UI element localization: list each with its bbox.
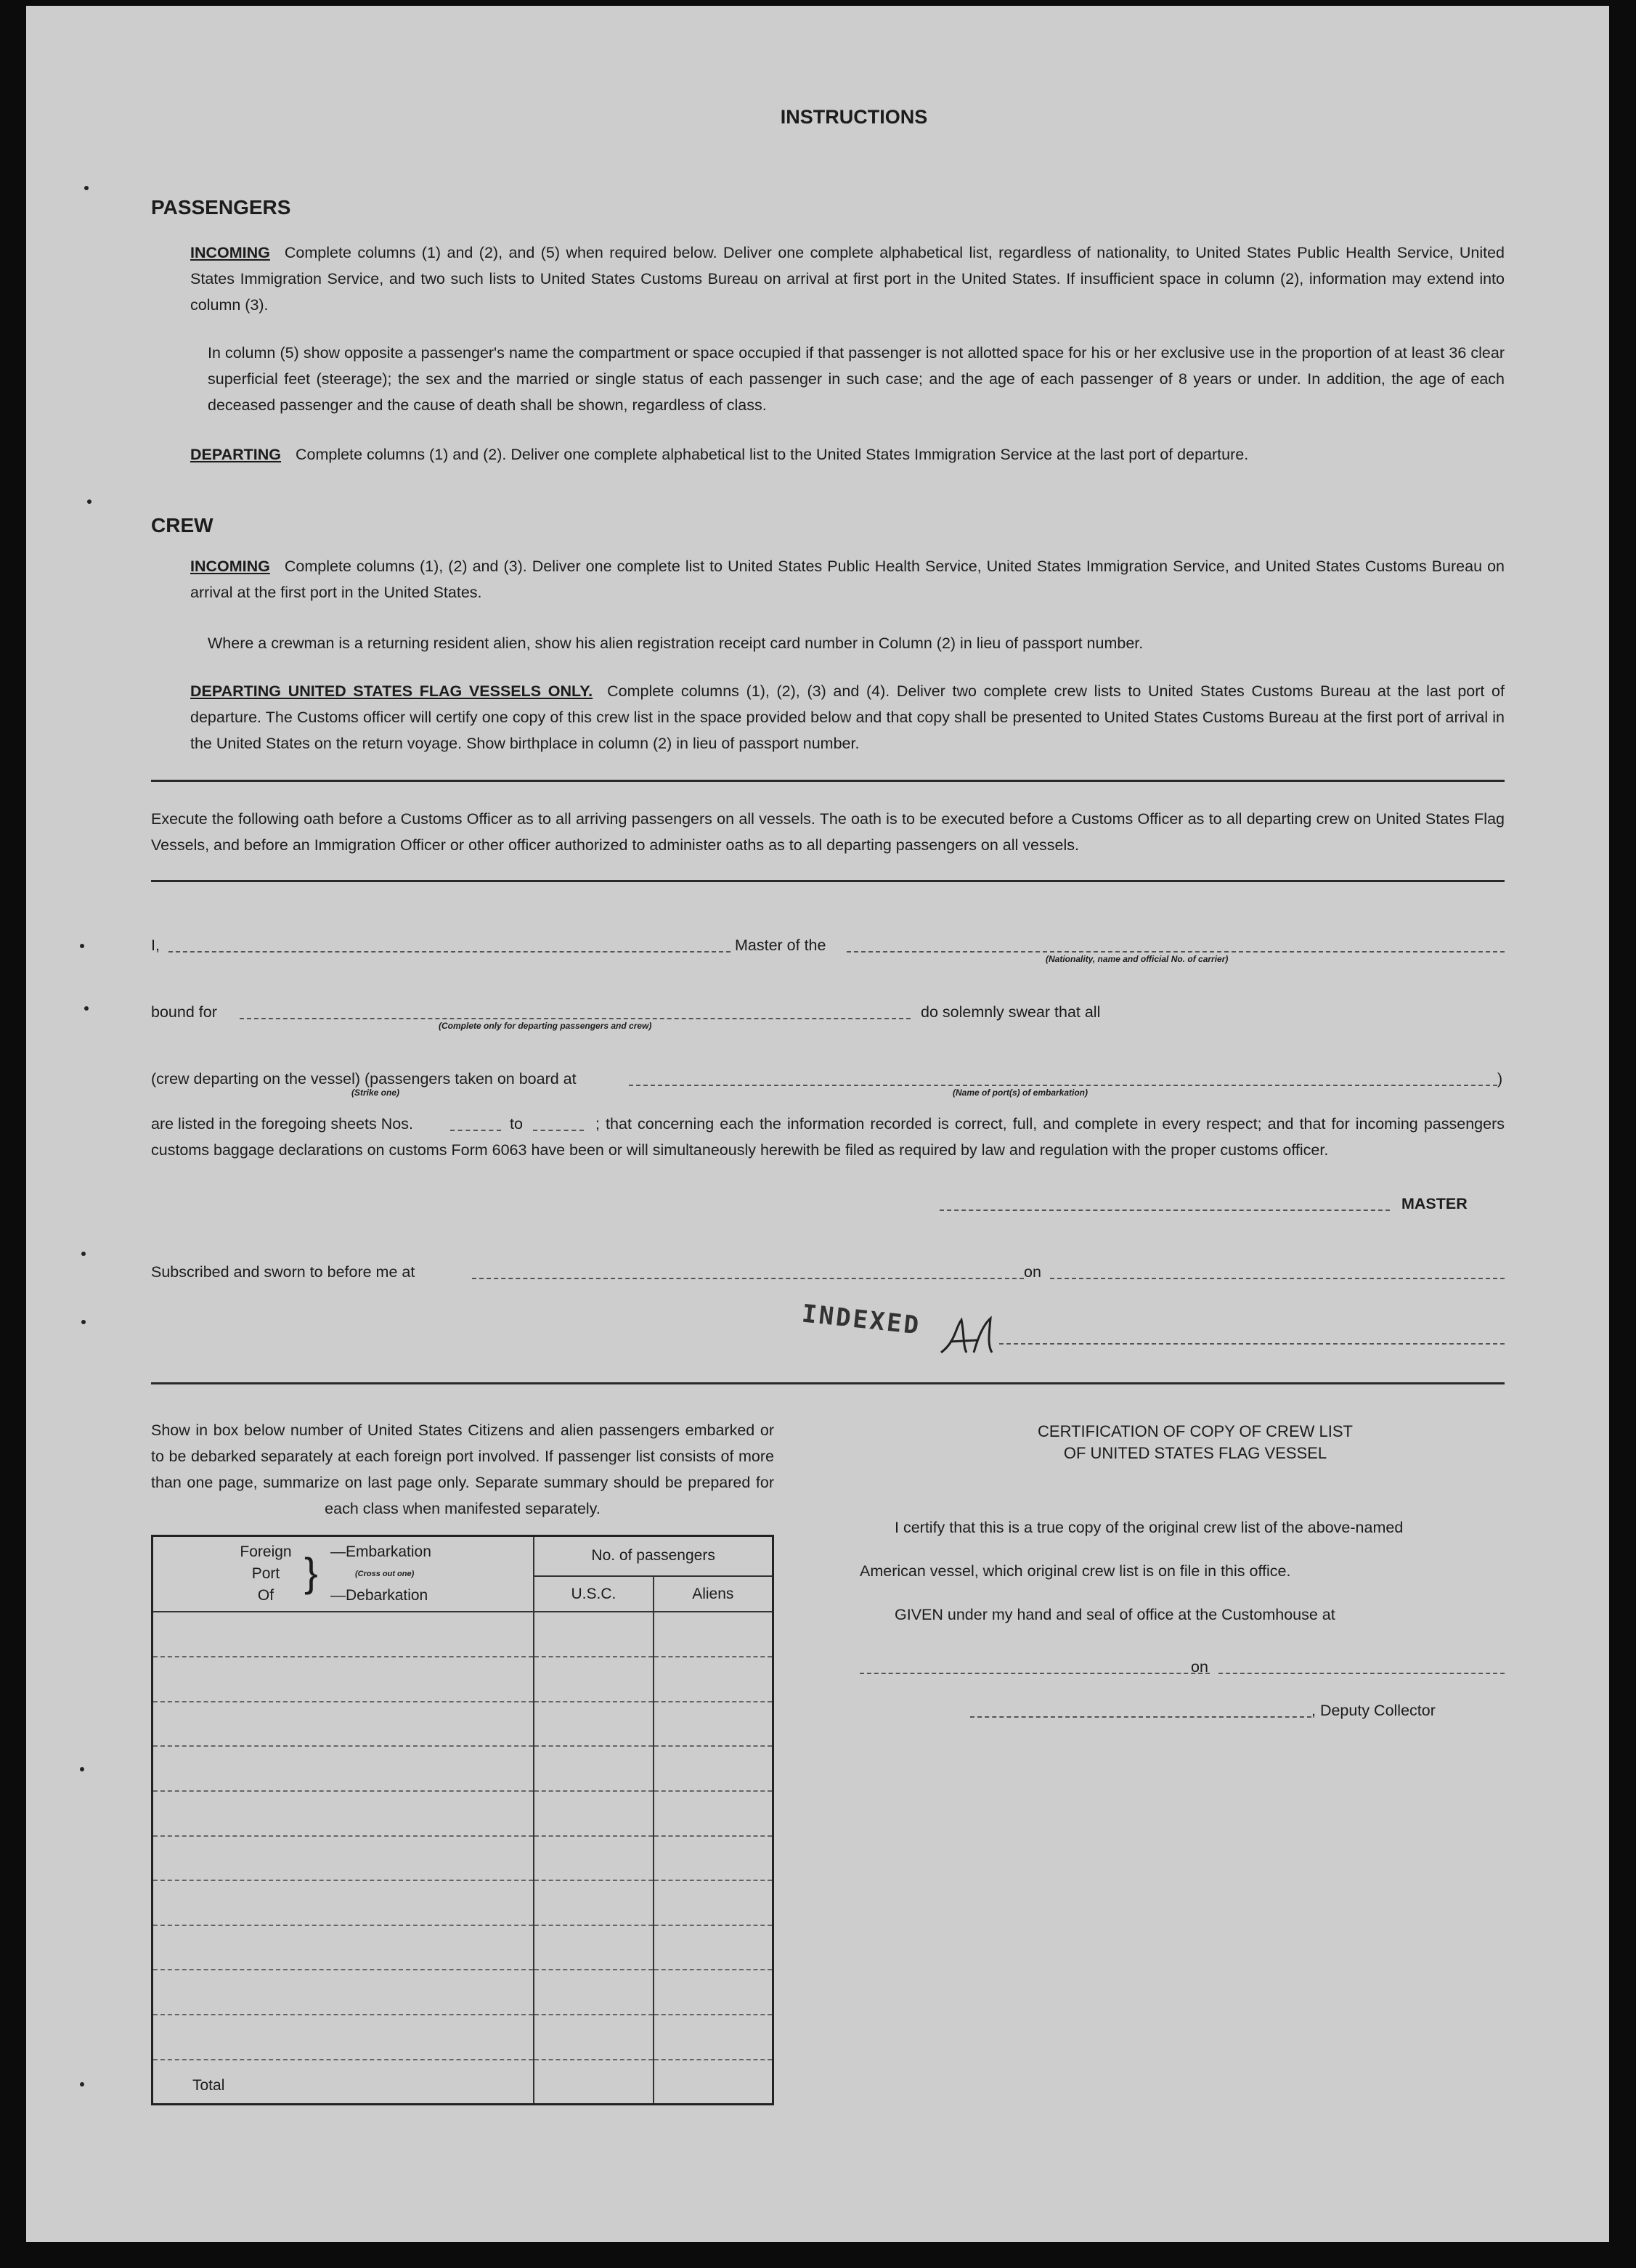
crew-incoming-label: INCOMING [190,558,270,575]
table-row [152,1746,773,1791]
indexed-stamp: INDEXED [800,1299,922,1341]
port-cell[interactable] [152,2015,534,2060]
nationality-note: (Nationality, name and official No. of carrier) [1046,954,1229,964]
certification-title-1: CERTIFICATION OF COPY OF CREW LIST [1038,1422,1353,1440]
table-row [152,1702,773,1747]
crew-incoming-paragraph [190,553,1505,605]
bound-for-label: bound for [151,1003,217,1021]
usc-cell[interactable] [534,1612,653,1657]
port-cell[interactable] [152,1657,534,1702]
subscribed-label: Subscribed and sworn to before me at [151,1263,415,1281]
subscribed-date-line[interactable] [1050,1278,1505,1279]
divider [151,780,1505,782]
crew-departing-text: (crew departing on the vessel) (passengers taken on board at [151,1070,577,1088]
passengers-departing-text: Complete columns (1) and (2). Deliver one complete alphabetical list to the United States Immigration Service at the last port of departure. [296,446,1249,463]
certification-date-line[interactable] [1218,1673,1505,1674]
port-label: Port [251,1565,280,1582]
table-row [152,1836,773,1881]
passengers-incoming-text: Complete columns (1) and (2), and (5) when required below. Deliver one complete alphabetical list, regardless of nationality, to United States Public Health Service, United States Immigration Service, and two such lists to United States Customs Bureau on arrival at first port in the United States. If insufficient space in column (2), information may extend into column (3). [190,244,1505,314]
passengers-heading: PASSENGERS [151,196,291,219]
usc-cell[interactable] [534,2015,653,2060]
port-cell[interactable] [152,1925,534,1970]
port-cell[interactable] [152,1880,534,1925]
crew-heading: CREW [151,514,213,537]
summary-note: Show in box below number of United States Citizens and alien passengers embarked or to be debarked separately at each foreign port involved. If passenger list consists of more than one page, summarize on last page only. Separate summary should be prepared for each class when manifested separately. [151,1421,774,1517]
passengers-incoming-paragraph [190,240,1505,318]
ports-note: (Name of port(s) of embarkation) [953,1088,1088,1098]
crew-resident-text: Where a crewman is a returning resident alien, show his alien registration receipt card number in Column (2) in lieu of passport number. [208,635,1144,652]
usc-cell[interactable] [534,1925,653,1970]
table-row [152,1657,773,1702]
crew-incoming-text: Complete columns (1), (2) and (3). Deliver one complete list to United States Public Health Service, United States Immigration Service, and United States Customs Bureau on arrival at the first port in the United States. [190,558,1505,601]
master-name-line[interactable] [168,951,730,953]
table-row [152,2015,773,2060]
aliens-cell[interactable] [654,1880,773,1925]
swear-text: do solemnly swear that all [921,1003,1101,1021]
customhouse-line[interactable] [860,1673,1210,1674]
aliens-header: Aliens [654,1576,773,1612]
foreign-label: Foreign [240,1543,292,1560]
port-cell[interactable] [152,1791,534,1836]
strike-one-note: (Strike one) [351,1088,400,1098]
initials-signature [934,1313,1006,1363]
port-cell[interactable] [152,1746,534,1791]
port-cell[interactable] [152,1702,534,1747]
aliens-cell[interactable] [654,2015,773,2060]
speck [81,1252,86,1256]
passengers-departing-label: DEPARTING [190,446,282,463]
usc-cell[interactable] [534,1657,653,1702]
usc-cell[interactable] [534,1791,653,1836]
aliens-cell[interactable] [654,1970,773,2015]
speck [84,1006,89,1011]
speck [80,944,84,948]
crew-departing-text: Complete columns (1), (2), (3) and (4). Deliver two complete crew lists to United States Customs Bureau at the last port of departure. The Customs officer will certify one copy of this crew list in the space provided below and that copy shall be presented to United States Customs Bureau at the first port of arrival in the United States on the return voyage. Show birthplace in column (2) in lieu of passport number. [190,682,1505,752]
table-row [152,1925,773,1970]
aliens-cell[interactable] [654,1836,773,1881]
of-label: Of [257,1587,274,1604]
certification-title-2: OF UNITED STATES FLAG VESSEL [1063,1444,1327,1462]
master-of-the-label: Master of the [735,937,826,954]
aliens-cell[interactable] [654,1702,773,1747]
passengers-departing-paragraph [190,441,1505,468]
usc-cell[interactable] [534,1970,653,2015]
deputy-collector-label: , Deputy Collector [1311,1702,1436,1719]
divider [151,880,1505,882]
passengers-incoming-label: INCOMING [190,244,270,261]
speck [80,2082,84,2087]
close-paren: ) [1497,1070,1503,1088]
to-text: to [510,1115,523,1133]
crew-departing-label: DEPARTING UNITED STATES FLAG VESSELS ONLY. [190,682,593,700]
oath-i: I, [151,937,160,954]
listed-text-b: ; that concerning each the information recorded is correct, full, and complete in every respect; and that for incoming passengers customs baggage declarations on customs Form 6063 have been or will simultaneously herewith be filed as required by law and regulation with the proper customs officer. [151,1115,1505,1159]
bound-note: (Complete only for departing passengers and crew) [439,1021,652,1031]
total-label: Total [152,2060,534,2105]
certification-on-label: on [1191,1658,1208,1676]
port-cell[interactable] [152,1970,534,2015]
ports-line[interactable] [629,1085,1497,1086]
master-label: MASTER [1401,1195,1468,1212]
aliens-cell[interactable] [654,1746,773,1791]
port-cell[interactable] [152,1836,534,1881]
certification-line-3: GIVEN under my hand and seal of office at the Customhouse at [895,1606,1335,1623]
certification-line-2: American vessel, which original crew list is on file in this office. [860,1562,1291,1580]
no-of-passengers-header: No. of passengers [534,1536,773,1576]
subscribed-place-line[interactable] [472,1278,1024,1279]
usc-header: U.S.C. [534,1576,653,1612]
usc-cell[interactable] [534,1702,653,1747]
certification-line-1: I certify that this is a true copy of the original crew list of the above-named [895,1519,1404,1536]
speck [81,1320,86,1324]
listed-text-a: are listed in the foregoing sheets Nos. [151,1115,413,1133]
deputy-signature-line[interactable] [970,1716,1311,1718]
embarkation-label: —Embarkation [330,1543,431,1560]
passengers-column5-text: In column (5) show opposite a passenger's name the compartment or space occupied if that passenger is not allotted space for his or her exclusive use in the proportion of at least 36 clear superficial feet (steerage); the sex and the married or single status of each passenger in such case; and the age of each passenger of 8 years or under. In addition, the age of each deceased passenger and the cause of death shall be shown, regardless of class. [208,344,1505,414]
divider [151,1382,1505,1384]
usc-cell[interactable] [534,1746,653,1791]
table-row [152,1612,773,1657]
table-row [152,1880,773,1925]
speck [87,499,91,504]
usc-total-cell[interactable] [534,2060,653,2105]
aliens-cell[interactable] [654,1657,773,1702]
passenger-summary-table [151,1535,774,2105]
debarkation-label: —Debarkation [330,1587,428,1604]
officer-signature-line[interactable] [999,1343,1505,1345]
page-title: INSTRUCTIONS [780,106,928,128]
cross-out-note: (Cross out one) [355,1570,415,1578]
table-row [152,1791,773,1836]
master-signature-line[interactable] [940,1210,1390,1211]
aliens-cell[interactable] [654,1925,773,1970]
carrier-line[interactable] [847,951,1505,953]
oath-intro: Execute the following oath before a Customs Officer as to all arriving passengers on all vessels. The oath is to be executed before a Customs Officer as to all departing crew on United States Flag Vessels, and before an Immigration Officer or other officer authorized to administer oaths as to all departing passengers on all vessels. [151,810,1505,854]
speck [84,186,89,190]
aliens-cell[interactable] [654,1612,773,1657]
total-row [152,2060,773,2105]
crew-departing-paragraph [190,678,1505,756]
speck [80,1767,84,1771]
usc-cell[interactable] [534,1880,653,1925]
on-label: on [1024,1263,1041,1281]
aliens-total-cell[interactable] [654,2060,773,2105]
usc-cell[interactable] [534,1836,653,1881]
port-cell[interactable] [152,1612,534,1657]
brace: } [304,1549,318,1595]
document-sheet [26,6,1609,2242]
port-header [152,1536,534,1612]
aliens-cell[interactable] [654,1791,773,1836]
table-row [152,1970,773,2015]
bound-for-line[interactable] [240,1018,911,1019]
